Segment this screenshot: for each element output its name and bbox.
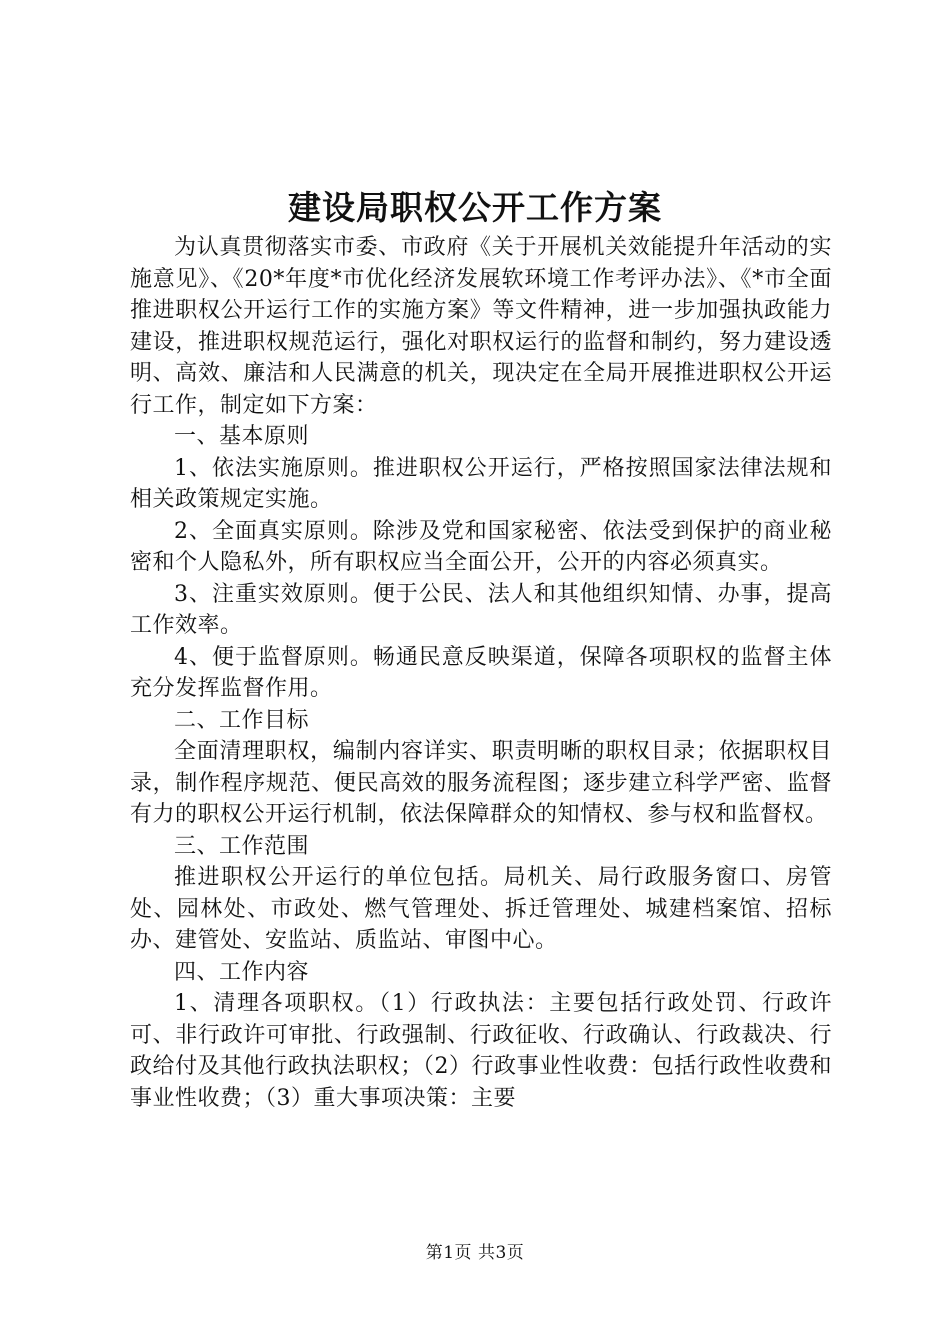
document-title: 建设局职权公开工作方案 — [288, 188, 662, 227]
document-body — [130, 232, 832, 1114]
paragraph: 2、全面真实原则。除涉及党和国家秘密、依法受到保护的商业秘密和个人隐私外，所有职权应当全面公开，公开的内容必须真实。 — [130, 518, 832, 575]
section-heading-2: 二、工作目标 — [174, 707, 310, 733]
paragraph: 1、清理各项职权。（1）行政执法：主要包括行政处罚、行政许可、非行政许可审批、行政强制、行政征收、行政确认、行政裁决、行政给付及其他行政执法职权；（2）行政事业性收费：包括行政性收费和事业性收费；（3）重大事项决策：主要 — [130, 991, 832, 1111]
section-heading-3: 三、工作范围 — [174, 833, 310, 859]
page-number-footer: 第1页 共3页 — [425, 1243, 525, 1263]
paragraph: 全面清理职权，编制内容详实、职责明晰的职权目录；依据职权目录，制作程序规范、便民高效的服务流程图；逐步建立科学严密、监督有力的职权公开运行机制，依法保障群众的知情权、参与权和监督权。 — [130, 739, 832, 827]
paragraph: 推进职权公开运行的单位包括。局机关、局行政服务窗口、房管处、园林处、市政处、燃气管理处、拆迁管理处、城建档案馆、招标办、建管处、安监站、质监站、审图中心。 — [130, 865, 832, 953]
paragraph: 4、便于监督原则。畅通民意反映渠道，保障各项职权的监督主体充分发挥监督作用。 — [130, 644, 832, 701]
section-heading-4: 四、工作内容 — [174, 959, 310, 985]
paragraph: 3、注重实效原则。便于公民、法人和其他组织知情、办事，提高工作效率。 — [130, 581, 832, 638]
paragraph: 1、依法实施原则。推进职权公开运行，严格按照国家法律法规和相关政策规定实施。 — [130, 455, 832, 512]
paragraph-intro: 为认真贯彻落实市委、市政府《关于开展机关效能提升年活动的实施意见》、《20*年度*市优化经济发展软环境工作考评办法》、《*市全面推进职权公开运行工作的实施方案》等文件精神，进一步加强执政能力建设，推进职权规范运行，强化对职权运行的监督和制约，努力建设透明、高效、廉洁和人民满意的机关，现决定在全局开展推进职权公开运行工作，制定如下方案： — [130, 235, 832, 418]
section-heading-1: 一、基本原则 — [174, 424, 310, 449]
